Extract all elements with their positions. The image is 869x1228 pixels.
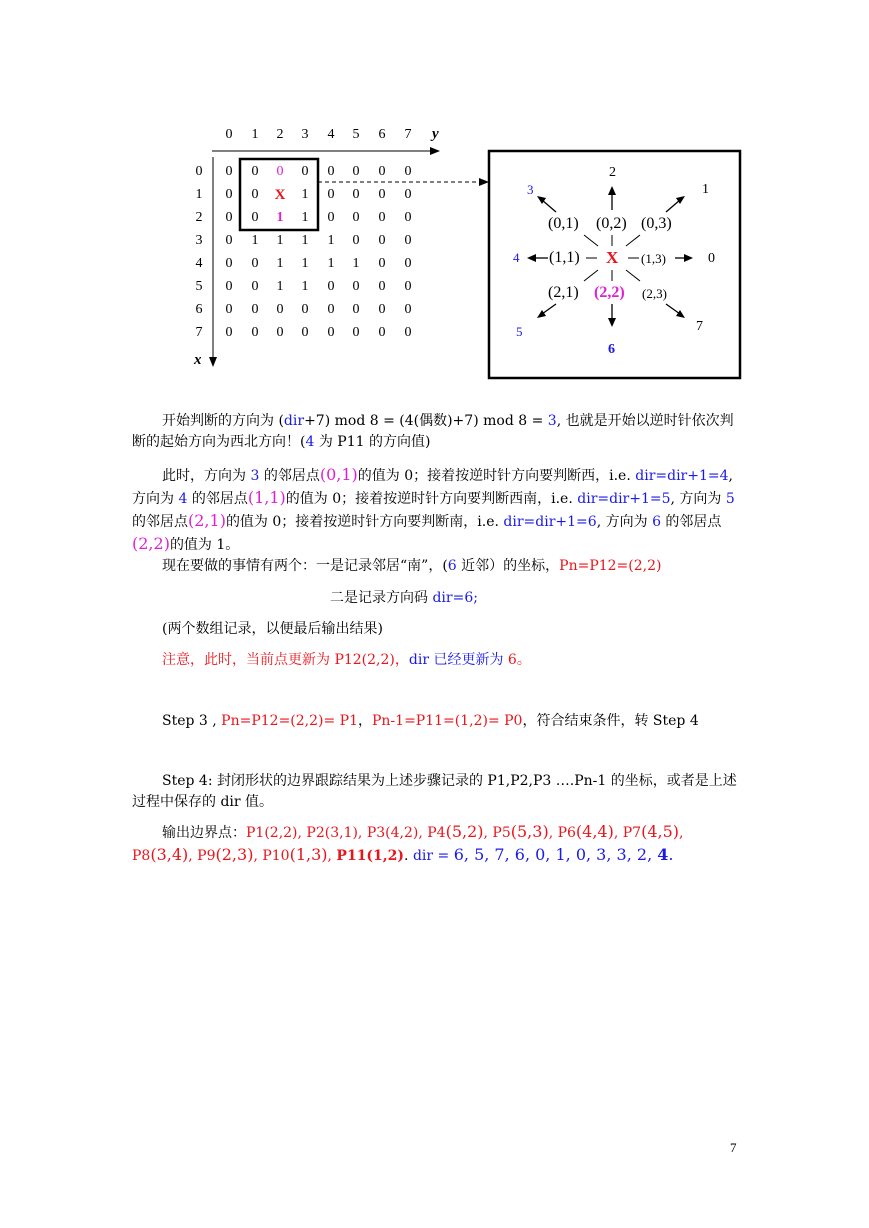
grid-cell: 0 bbox=[327, 210, 335, 225]
grid-cell: 0 bbox=[301, 325, 309, 340]
grid-cell: 0 bbox=[352, 279, 360, 294]
neighbor-0-1: (0,1) bbox=[548, 215, 579, 232]
grid-cell: 0 bbox=[276, 325, 284, 340]
text-run: 6 bbox=[652, 514, 661, 530]
text-run: 4 bbox=[657, 845, 669, 864]
arrow-dir-3 bbox=[542, 200, 556, 212]
text-run: dir=6; bbox=[432, 590, 478, 606]
grid-cell: 0 bbox=[404, 233, 412, 248]
text-run: Pn=P12=(2,2) bbox=[559, 558, 662, 574]
column-label: 1 bbox=[251, 127, 259, 142]
text-run: Step 4: 封闭形状的边界跟踪结果为上述步骤记录的 P1,P2,P3 ….Pn-1 的坐标，或者是上述过程中保存的 dir 值。 bbox=[132, 773, 737, 810]
grid-cell: 0 bbox=[251, 164, 259, 179]
grid-cell: 0 bbox=[352, 187, 360, 202]
x-axis-label: x bbox=[194, 352, 202, 368]
text-run: (5,3) bbox=[510, 822, 549, 841]
column-label: 2 bbox=[276, 127, 284, 142]
paragraph-update-note bbox=[132, 650, 742, 671]
text-run: 5 bbox=[725, 491, 735, 507]
grid-cell: 1 bbox=[276, 233, 284, 248]
text-run: 的值为 0；接着按逆时针方向要判断南，i.e. bbox=[225, 514, 504, 530]
text-run: , P9 bbox=[188, 848, 216, 864]
grid-cell: 0 bbox=[378, 279, 386, 294]
neighbor-1-1: (1,1) bbox=[549, 249, 580, 266]
grid-cell: 0 bbox=[327, 187, 335, 202]
grid-cell: 0 bbox=[225, 187, 233, 202]
text-run: (3,4) bbox=[150, 845, 189, 864]
text-run: 为 ( bbox=[260, 413, 284, 429]
grid-cell: 0 bbox=[327, 302, 335, 317]
neighbor-2-3: (2,3) bbox=[642, 286, 667, 301]
direction-label-1: 1 bbox=[702, 182, 709, 197]
grid-cell: 0 bbox=[327, 279, 335, 294]
text-run: P11(1,2) bbox=[336, 848, 405, 864]
text-run: , P8 bbox=[132, 825, 684, 864]
center-pixel-x: X bbox=[606, 248, 619, 267]
grid-cell: X bbox=[274, 187, 286, 203]
paragraph-record-tasks bbox=[132, 556, 742, 577]
paragraph-record-direction bbox=[330, 588, 730, 609]
grid-cell: 1 bbox=[276, 279, 284, 294]
column-label: 6 bbox=[378, 127, 386, 142]
grid-cell: 0 bbox=[225, 279, 233, 294]
text-run: (2,2) bbox=[132, 534, 170, 553]
grid-cell: 0 bbox=[352, 164, 360, 179]
text-run: 的邻居点 bbox=[660, 514, 722, 530]
text-run: dir bbox=[283, 413, 305, 429]
text-run: , 方向为 bbox=[596, 514, 653, 530]
text-run: 的邻居点 bbox=[187, 491, 248, 507]
row-label: 0 bbox=[195, 164, 203, 179]
grid-cell: 0 bbox=[352, 210, 360, 225]
arrow-dir-1 bbox=[666, 200, 680, 212]
grid-cell: 0 bbox=[225, 233, 233, 248]
arrow-dir-2-head bbox=[608, 186, 616, 195]
column-label: 3 bbox=[301, 127, 309, 142]
text-run: +7) mod 8 = (4(偶数)+7) mod 8 = bbox=[304, 413, 548, 429]
text-run: (2,3) bbox=[215, 845, 254, 864]
text-run: 6 bbox=[507, 652, 517, 668]
text-run: (4,4) bbox=[575, 822, 614, 841]
grid-cell: 0 bbox=[404, 302, 412, 317]
grid-cell: 0 bbox=[251, 210, 259, 225]
grid-cell: 1 bbox=[301, 279, 309, 294]
text-run: 6, 5, 7, 6, 0, 1, 0, 3, 3, 2, bbox=[453, 845, 658, 864]
grid-cell: 0 bbox=[352, 233, 360, 248]
grid-cell: 0 bbox=[404, 210, 412, 225]
page-number: 7 bbox=[730, 1140, 737, 1155]
text-run: 注意，此时，当前点更新为 P12(2,2)， bbox=[162, 652, 409, 668]
text-run: Pn-1=P11=(1,2)= P0 bbox=[372, 713, 523, 729]
grid-cell: 0 bbox=[251, 187, 259, 202]
paragraph-arrays-note bbox=[132, 619, 742, 640]
grid-cell: 0 bbox=[225, 325, 233, 340]
text-run: (0,1) bbox=[319, 465, 358, 484]
grid-cell: 0 bbox=[301, 164, 309, 179]
grid-cell: 0 bbox=[352, 302, 360, 317]
row-label: 2 bbox=[195, 210, 203, 225]
grid-cell: 0 bbox=[251, 302, 259, 317]
grid-cell: 0 bbox=[225, 164, 233, 179]
text-run: , bbox=[327, 848, 337, 864]
row-label: 3 bbox=[195, 233, 203, 248]
column-label: 5 bbox=[352, 127, 360, 142]
grid-cell: 0 bbox=[301, 302, 309, 317]
spoke-ne bbox=[626, 235, 640, 246]
grid-cell: 0 bbox=[378, 210, 386, 225]
grid-cell: 0 bbox=[378, 256, 386, 271]
column-label: 4 bbox=[327, 127, 335, 142]
text-run: 6 bbox=[447, 558, 457, 574]
arrow-dir-7 bbox=[666, 304, 680, 314]
text-run: dir=dir+1=6 bbox=[503, 514, 597, 530]
grid-cell: 1 bbox=[327, 233, 335, 248]
grid-cell: 1 bbox=[301, 256, 309, 271]
text-run: P1(2,2), P2(3,1), P3(4,2), P4 bbox=[246, 825, 446, 841]
text-run: dir 已经更新为 bbox=[408, 652, 508, 668]
neighbor-0-3: (0,3) bbox=[641, 215, 672, 232]
grid-cell: 1 bbox=[301, 210, 309, 225]
text-run: Step 3 , bbox=[162, 713, 222, 729]
row-label: 6 bbox=[195, 302, 203, 317]
text-run: 4 bbox=[305, 434, 315, 450]
grid-cell: 0 bbox=[404, 164, 412, 179]
text-run: 输出边界点： bbox=[162, 825, 246, 841]
neighborhood-box bbox=[240, 159, 318, 230]
text-run: 开始判断的方向 bbox=[162, 413, 260, 429]
text-run: , 方向为 bbox=[132, 468, 733, 507]
text-run: 为 P11 的方向值) bbox=[314, 434, 431, 450]
column-label: 7 bbox=[404, 127, 412, 142]
grid-cell: 1 bbox=[352, 256, 360, 271]
text-run: 。 bbox=[516, 652, 531, 668]
arrow-dir-6-head bbox=[608, 318, 616, 327]
text-run: (两个数组记录，以便最后输出结果) bbox=[162, 621, 383, 637]
grid-cell: 0 bbox=[378, 233, 386, 248]
grid-cell: 0 bbox=[378, 325, 386, 340]
paragraph-start-direction bbox=[132, 411, 742, 453]
direction-label-6: 6 bbox=[608, 342, 615, 357]
grid-cell: 1 bbox=[301, 187, 309, 202]
text-run: 现在要做的事情有两个：一是记录邻居“南”，( bbox=[162, 558, 448, 574]
connector-arrowhead bbox=[479, 178, 489, 186]
grid-cell: 0 bbox=[276, 164, 284, 179]
text-run: 3 bbox=[547, 413, 557, 429]
text-run: dir=dir+1=4 bbox=[635, 468, 729, 484]
text-run: , P5 bbox=[483, 825, 511, 841]
text-run: (5,2) bbox=[445, 822, 484, 841]
text-run: ， bbox=[358, 713, 372, 729]
text-run: , P7 bbox=[613, 825, 642, 841]
spoke-se bbox=[626, 270, 640, 281]
text-run: (4,5) bbox=[641, 822, 680, 841]
grid-cell: 0 bbox=[378, 164, 386, 179]
arrow-dir-5-head bbox=[537, 310, 546, 318]
text-run: 的值为 1。 bbox=[169, 537, 240, 553]
paragraph-step-3 bbox=[132, 711, 742, 732]
column-label: 0 bbox=[225, 127, 233, 142]
grid-cell: 1 bbox=[276, 210, 284, 225]
row-label: 7 bbox=[195, 325, 203, 340]
text-run: 的邻居点 bbox=[132, 514, 188, 530]
direction-label-0: 0 bbox=[708, 251, 715, 266]
grid-cell: 0 bbox=[276, 302, 284, 317]
neighbor-1-3: (1,3) bbox=[641, 251, 666, 266]
text-run: (1,1) bbox=[247, 488, 286, 507]
text-run: dir=dir+1=5 bbox=[577, 491, 671, 507]
grid-cell: 0 bbox=[404, 256, 412, 271]
text-run: , P10 bbox=[253, 848, 290, 864]
paragraph-output bbox=[132, 821, 742, 867]
y-axis-label: y bbox=[432, 126, 439, 142]
text-run: , P6 bbox=[548, 825, 576, 841]
grid-cell: 1 bbox=[251, 233, 259, 248]
arrow-dir-5 bbox=[542, 304, 556, 314]
text-run: , 也就是开始以逆时针依次判断的起始方向为西北方向！( bbox=[132, 413, 734, 450]
text-run: 二是记录方向码 bbox=[330, 590, 433, 606]
grid-cell: 0 bbox=[225, 302, 233, 317]
row-label: 5 bbox=[195, 279, 203, 294]
direction-label-5: 5 bbox=[516, 324, 523, 339]
direction-label-7: 7 bbox=[696, 319, 703, 334]
grid-cell: 0 bbox=[378, 187, 386, 202]
row-label: 1 bbox=[195, 187, 203, 202]
arrow-dir-0-head bbox=[684, 254, 693, 262]
spoke-nw bbox=[584, 235, 598, 246]
paragraph-neighbor-check bbox=[132, 464, 742, 556]
text-run: 的值为 0；接着按逆时针方向要判断西南，i.e. bbox=[285, 491, 578, 507]
grid-cell: 0 bbox=[327, 325, 335, 340]
text-run: . bbox=[668, 845, 674, 864]
grid-cell: 1 bbox=[301, 233, 309, 248]
grid-cell: 0 bbox=[225, 256, 233, 271]
x-axis-arrowhead bbox=[209, 357, 217, 367]
neighbor-2-2: (2,2) bbox=[594, 284, 625, 301]
grid-cell: 0 bbox=[251, 325, 259, 340]
text-run: dir = bbox=[412, 848, 454, 864]
grid-cell: 0 bbox=[327, 164, 335, 179]
arrow-dir-7-head bbox=[676, 310, 685, 318]
neighbor-0-2: (0,2) bbox=[596, 215, 627, 232]
grid-cell: 0 bbox=[404, 279, 412, 294]
grid-cell: 0 bbox=[251, 279, 259, 294]
text-run: Pn=P12=(2,2)= P1 bbox=[221, 713, 358, 729]
text-run: , 方向为 bbox=[670, 491, 726, 507]
arrow-dir-4-head bbox=[527, 254, 536, 262]
y-axis-arrowhead bbox=[430, 147, 440, 155]
text-run: 4 bbox=[178, 491, 188, 507]
grid-cell: 0 bbox=[251, 256, 259, 271]
spoke-sw bbox=[584, 270, 598, 281]
text-run: 此时，方向为 bbox=[162, 468, 251, 484]
text-run: 3 bbox=[250, 468, 260, 484]
grid-cell: 1 bbox=[327, 256, 335, 271]
grid-cell: 0 bbox=[404, 325, 412, 340]
text-run: ，符合结束条件，转 Step 4 bbox=[522, 713, 699, 729]
paragraph-step-4 bbox=[132, 771, 742, 813]
row-label: 4 bbox=[195, 256, 203, 271]
grid-cell: 0 bbox=[352, 325, 360, 340]
text-run: (1,3) bbox=[289, 845, 328, 864]
text-run: 的邻居点 bbox=[259, 468, 320, 484]
neighbor-2-1: (2,1) bbox=[548, 284, 579, 301]
direction-label-4: 4 bbox=[513, 250, 520, 265]
grid-cell: 0 bbox=[225, 210, 233, 225]
text-run: 近邻）的坐标， bbox=[456, 558, 560, 574]
grid-cell: 1 bbox=[276, 256, 284, 271]
direction-label-3: 3 bbox=[527, 182, 534, 197]
direction-label-2: 2 bbox=[609, 165, 616, 180]
text-run: . bbox=[404, 848, 413, 864]
text-run: 的值为 0；接着按逆时针方向要判断西，i.e. bbox=[357, 468, 636, 484]
grid-cell: 0 bbox=[378, 302, 386, 317]
figure-lines bbox=[0, 0, 869, 400]
grid-cell: 0 bbox=[404, 187, 412, 202]
text-run: (2,1) bbox=[188, 511, 226, 530]
